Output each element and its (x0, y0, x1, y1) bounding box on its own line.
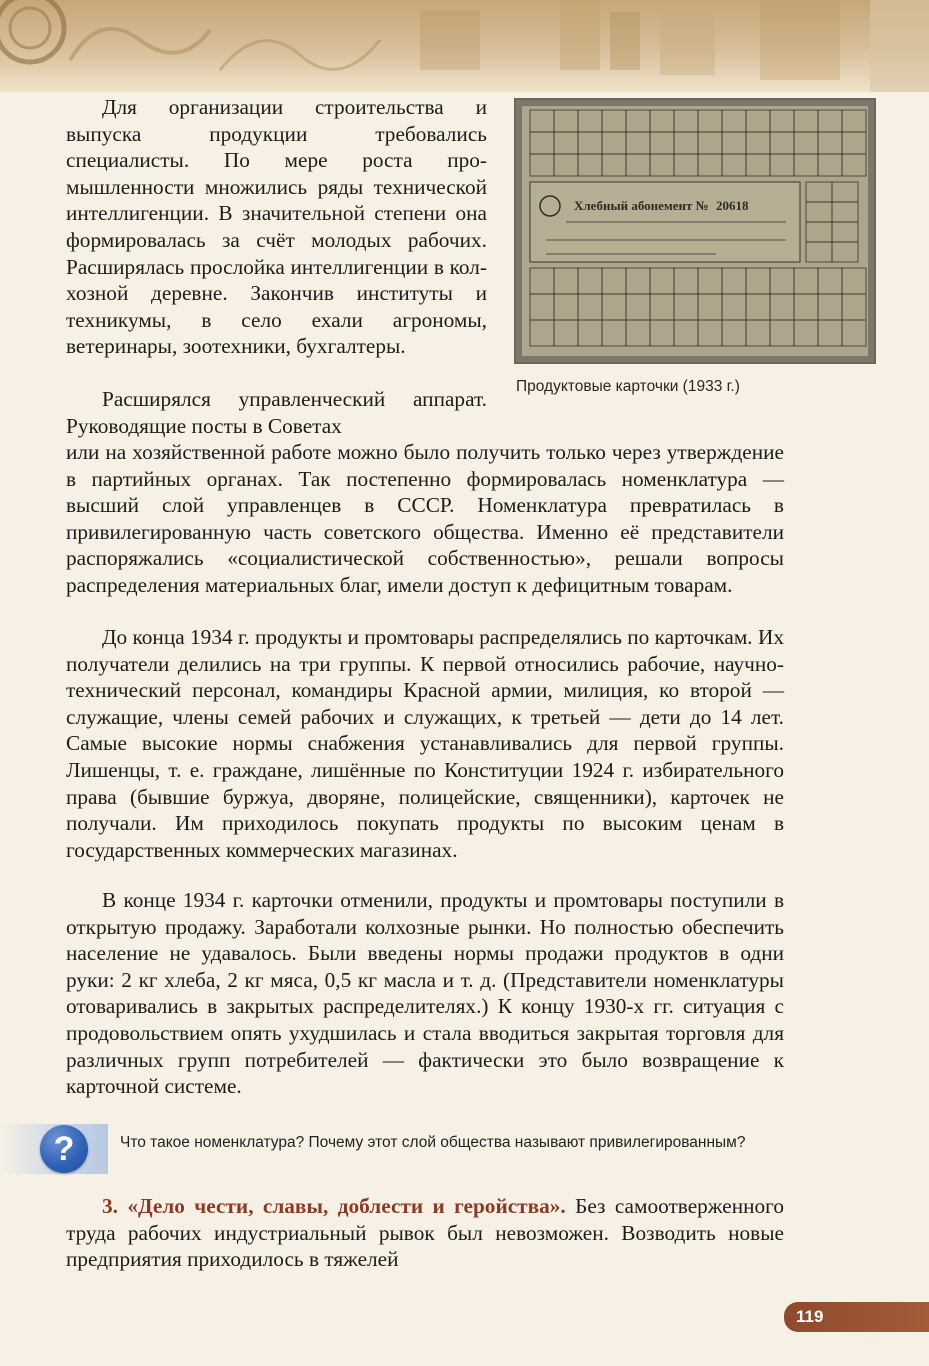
header-decoration (0, 0, 929, 92)
paragraph-2-start-text: Расширялся управленческий аппарат. Руководящие посты в Советах (66, 387, 487, 438)
paragraph-1-text: Для организации строительства и выпуска продукции требовались специалисты. По мере роста промышленности множились ряды технической интеллигенции. В значительной степени она формировалась за счёт молодых рабочих. Расширялась прослойка интеллигенции в колхозной деревне. Закончив институты и техникумы, в село ехали агрономы, ветеринары, зоотехники, бухгалтеры. (66, 95, 487, 359)
section-3-title: 3. «Дело чести, славы, доблести и геройства». (102, 1194, 566, 1218)
section-3-text: Без самоотверженного труда рабочих индустриальный рывок был невозможен. Возводить новые предприятия приходилось в тяжелей (66, 1194, 784, 1272)
page-number: 119 (796, 1307, 824, 1326)
paragraph-2-start (66, 386, 487, 439)
paragraph-3 (66, 624, 784, 863)
question-mark-icon: ? (40, 1125, 88, 1173)
paragraph-1 (66, 94, 487, 360)
card-title: Хлебный абонемент № (574, 198, 709, 213)
section-3 (66, 1193, 784, 1273)
ration-card-illustration (516, 100, 874, 362)
figure-caption: Продуктовые карточки (1933 г.) (516, 378, 740, 395)
paragraph-2-continued (66, 439, 784, 599)
paragraph-3-text: До конца 1934 г. продукты и промтовары распределялись по карточкам. Их получатели делились на три группы. К первой относились рабочие, научно-технический персонал, командиры Красной армии, милиция, ко второй — служащие, члены семей рабочих и служащих, к третьей — дети до 14 лет. Самые высокие нормы снабжения устанавливались для первой группы. Лишенцы, т. е. граждане, лишённые по Конституции 1924 г. избирательного права (бывшие буржуа, дворяне, полицейские, священники), карточек не получали. Им приходилось покупать продукты по высоким ценам в государственных коммерческих магазинах. (66, 625, 784, 862)
card-number: 20618 (716, 198, 749, 213)
paragraph-4 (66, 887, 784, 1100)
svg-text:Хлебный абонемент № 2061 (574, 198, 749, 213)
paragraph-4-text: В конце 1934 г. карточки отменили, продукты и промтовары поступили в открытую продажу. Заработали колхозные рынки. Но полностью обеспечить население не удавалось. Были введены нормы продажи продуктов в одни руки: 2 кг хлеба, 2 кг мяса, 0,5 кг масла и т. д. (Представители номенклатуры отоваривались в закрытых распределителях.) К концу 1930-х гг. ситуация с продовольствием опять ухудшилась и стала вводиться закрытая торговля для различных групп потребителей — фактически это было возвращение к карточной системе. (66, 888, 784, 1099)
paragraph-2-continued-text: или на хозяйственной работе можно было получить только через утверждение в партийных органах. Так постепенно формировалась номенклатура — высший слой управленцев в СССР. Номенклатура превратилась в привилегированную часть советского общества. Именно её представители распоряжались «социалистической собственностью», решали вопросы распределения материальных благ, имели доступ к дефицитным товарам. (66, 440, 784, 597)
ration-card-image (516, 100, 874, 362)
banner-ornament (0, 0, 929, 92)
question-text: Что такое номенклатура? Почему этот слой общества называют привилегированным? (120, 1134, 746, 1151)
